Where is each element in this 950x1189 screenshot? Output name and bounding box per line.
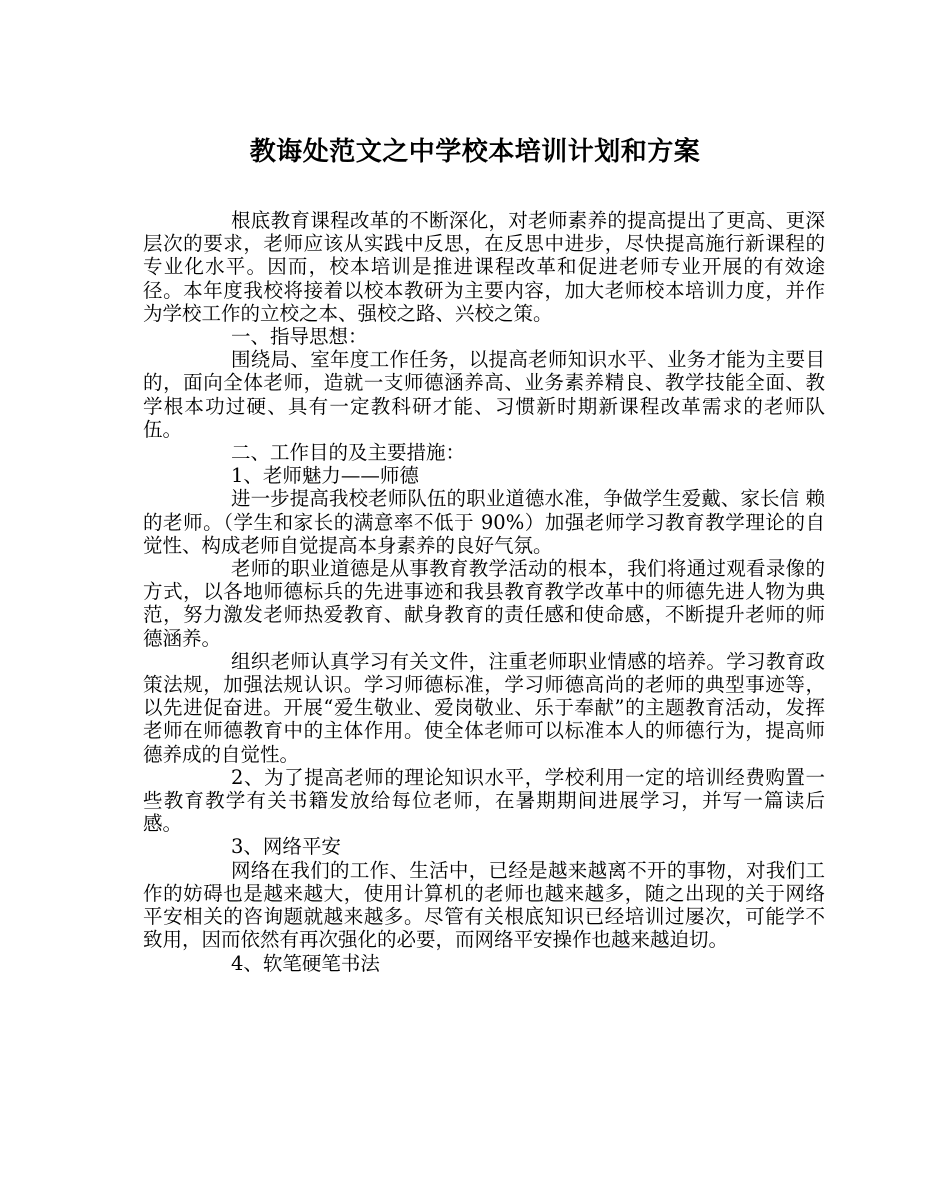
intro-paragraph: 根底教育课程改革的不断深化，对老师素养的提高提出了更高、更深层次的要求，老师应该从实践中反思，在反思中进步，尽快提高施行新课程的专业化水平。因而，校本培训是推进课程改革和促进老师专业开展的有效途径。本年度我校将接着以校本教研为主要内容，加大老师校本培训力度，并作为学校工作的立校之本、强校之路、兴校之策。 bbox=[143, 209, 825, 325]
subheading-calligraphy: 4、软笔硬笔书法 bbox=[231, 951, 380, 975]
teacher-ethics-paragraph: 进一步提高我校老师队伍的职业道德水准，争做学生爱戴、家长信 赖的老师。（学生和家长的满意率不低于 90%）加强老师学习教育教学理论的自觉性、构成老师自觉提高本身素养的良好气氛。 bbox=[143, 487, 825, 557]
guiding-ideology-paragraph: 围绕局、室年度工作任务，以提高老师知识水平、业务才能为主要目的，面向全体老师，造就一支师德涵养高、业务素养精良、教学技能全面、教学根本功过硬、具有一定教科研才能、习惯新时期新课程改革需求的老师队伍。 bbox=[143, 348, 825, 441]
subheading-network-security: 3、网络平安 bbox=[231, 835, 341, 859]
document-title: 教诲处范文之中学校本培训计划和方案 bbox=[249, 137, 701, 167]
theory-knowledge-paragraph: 2、为了提高老师的理论知识水平，学校利用一定的培训经费购置一些教育教学有关书籍发放给每位老师，在暑期期间进展学习，并写一篇读后感。 bbox=[143, 765, 825, 836]
subheading-teacher-charm: 1、老师魅力——师德 bbox=[231, 464, 419, 488]
section-heading-goals-measures: 二、工作目的及主要措施： bbox=[231, 441, 466, 465]
section-heading-guiding-ideology: 一、指导思想： bbox=[231, 325, 368, 349]
document-body bbox=[143, 209, 825, 975]
study-documents-paragraph: 组织老师认真学习有关文件，注重老师职业情感的培养。学习教育政策法规，加强法规认识。学习师德标准，学习师德高尚的老师的典型事迹等，以先进促奋进。开展“爱生敬业、爱岗敬业、乐于奉献”的主题教育活动，发挥老师在师德教育中的主体作用。使全体老师可以标准本人的师德行为，提高师德养成的自觉性。 bbox=[143, 649, 825, 766]
network-security-paragraph: 网络在我们的工作、生活中，已经是越来越离不开的事物，对我们工作的妨碍也是越来越大，使用计算机的老师也越来越多，随之出现的关于网络平安相关的咨询题就越来越多。尽管有关根底知识已经培训过屡次，可能学不致用，因而依然有再次强化的必要，而网络平安操作也越来越迫切。 bbox=[143, 858, 825, 952]
professional-ethics-paragraph: 老师的职业道德是从事教育教学活动的根本，我们将通过观看录像的方式，以各地师德标兵的先进事迹和我县教育教学改革中的师德先进人物为典范，努力激发老师热爱教育、献身教育的责任感和使命感，不断提升老师的师德涵养。 bbox=[143, 557, 825, 650]
